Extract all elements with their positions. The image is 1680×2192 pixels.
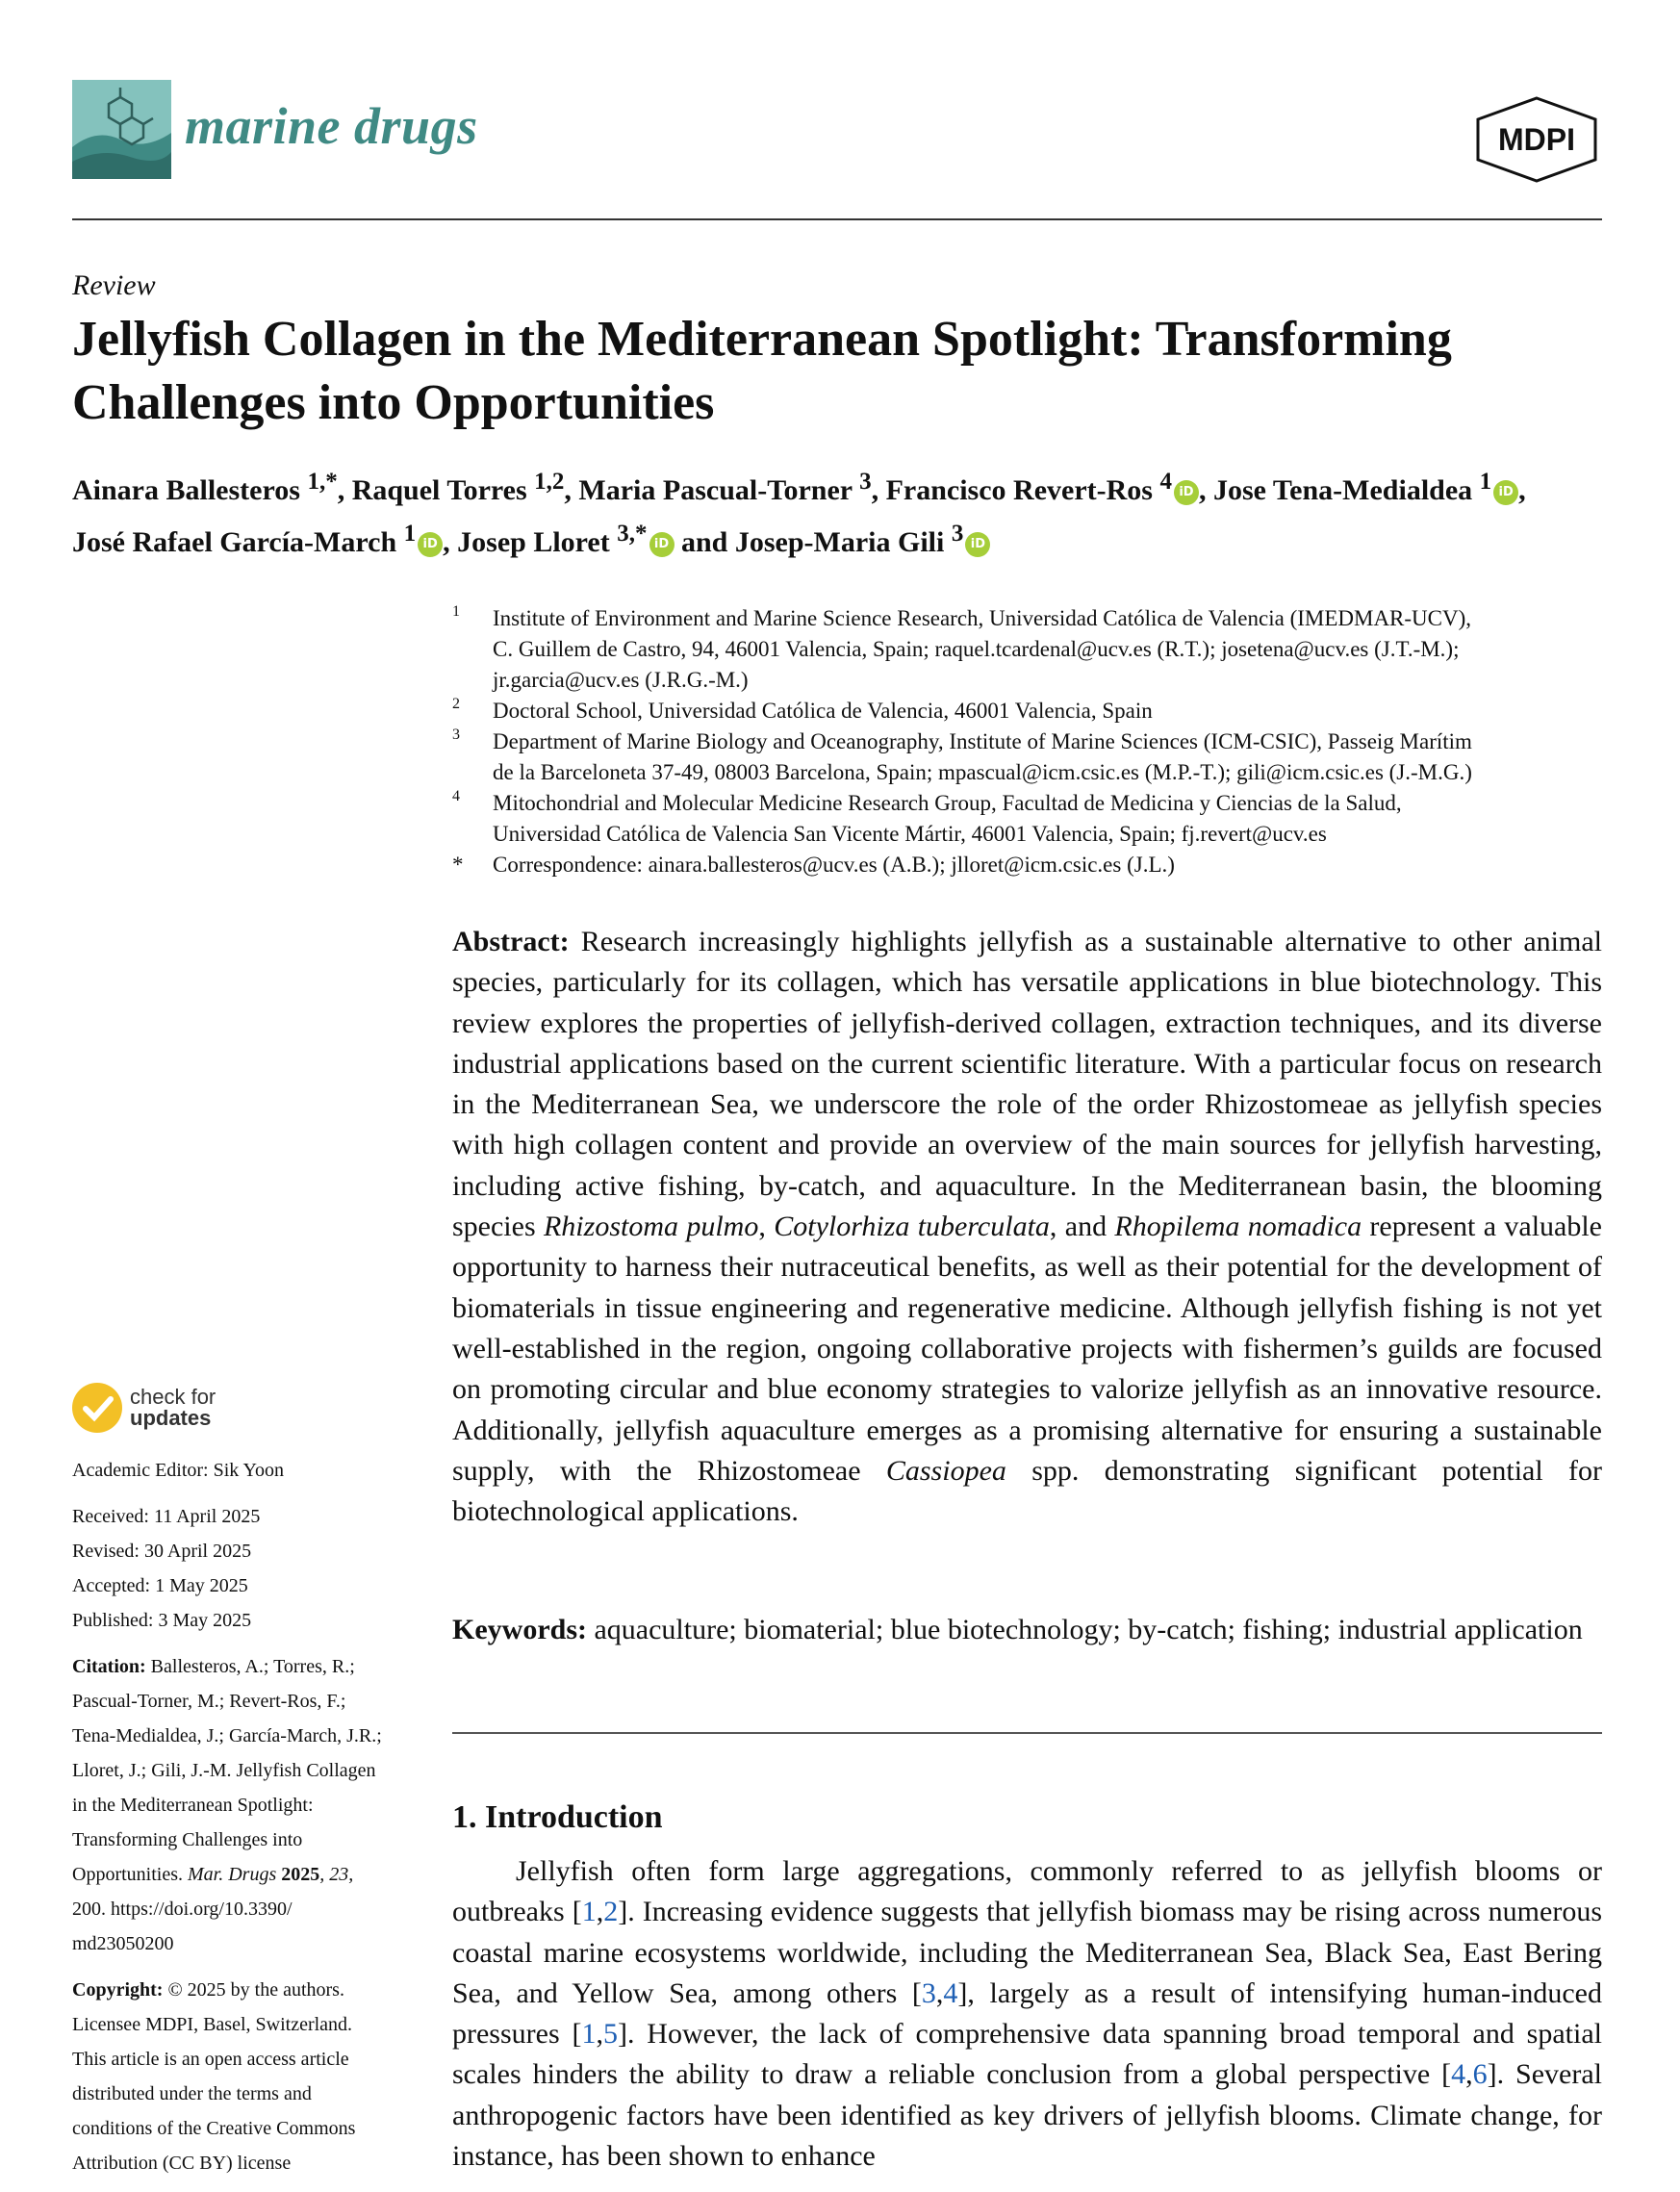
citation-doi-cont: md23050200 bbox=[72, 1933, 174, 1954]
author-affiliation: 1 bbox=[403, 521, 417, 547]
keywords-label: Keywords: bbox=[452, 1614, 587, 1645]
author-name: Jose Tena-Medialdea bbox=[1212, 474, 1473, 506]
abstract-text: , and bbox=[1049, 1211, 1115, 1243]
citation-link[interactable]: 5 bbox=[602, 2018, 618, 2051]
citation-link[interactable]: 4 bbox=[1451, 2058, 1466, 2091]
author-affiliation: 1,* bbox=[307, 469, 338, 495]
citation-journal: Mar. Drugs bbox=[188, 1864, 277, 1885]
intro-text: , bbox=[1465, 2058, 1473, 2091]
introduction-paragraph bbox=[452, 1851, 1602, 2177]
published-date: Published: 3 May 2025 bbox=[72, 1610, 252, 1631]
title-line: Challenges into Opportunities bbox=[72, 375, 715, 430]
copyright-line: Licensee MDPI, Basel, Switzerland. bbox=[72, 2014, 353, 2035]
copyright-line: conditions of the Creative Commons bbox=[72, 2118, 356, 2139]
keywords bbox=[452, 1610, 1602, 1650]
author-separator: , bbox=[1198, 474, 1213, 506]
author-name: Maria Pascual-Torner bbox=[578, 474, 853, 506]
orcid-icon[interactable]: iD bbox=[649, 532, 675, 557]
intro-text: ]. Increasing evidence suggests that jellyfish biomass may be rising across numerous coastal marine ecosystems worldwide, including the Mediterranean Sea, Black Sea, East Bering Sea, and Yellow Sea, among others [ bbox=[452, 1896, 1602, 2009]
intro-text: Jellyfish often form large aggregations, commonly referred to as jellyfish blooms or outbreaks [ bbox=[452, 1855, 1602, 1928]
author-affiliation: 1 bbox=[1479, 469, 1492, 495]
intro-text: ]. Several anthropogenic factors have been identified as key drivers of jellyfish blooms. Climate change, for instance, has been shown to enhance bbox=[452, 2058, 1602, 2173]
copyright-line: distributed under the terms and bbox=[72, 2083, 312, 2104]
article-info-sidebar bbox=[72, 1453, 419, 2192]
citation-link[interactable]: 2 bbox=[603, 1896, 619, 1928]
affiliation-item bbox=[452, 850, 1607, 880]
author-affiliation: 4 bbox=[1159, 469, 1172, 495]
citation-line: Lloret, J.; Gili, J.-M. Jellyfish Collagen bbox=[72, 1760, 376, 1781]
author-name: José Rafael García-March bbox=[72, 526, 397, 558]
abstract-body bbox=[452, 926, 1602, 1527]
affiliation-line: Department of Marine Biology and Oceanography, Institute of Marine Sciences (ICM-CSIC), Passeig Marítim bbox=[493, 729, 1472, 753]
author-separator: , bbox=[443, 526, 458, 558]
affiliations bbox=[452, 603, 1607, 880]
citation-line: Pascual-Torner, M.; Revert-Ros, F.; bbox=[72, 1691, 346, 1712]
species-name: Rhizostoma pulmo bbox=[543, 1211, 759, 1243]
copyright-line: This article is an open access article bbox=[72, 2049, 349, 2070]
author-separator: , bbox=[564, 474, 579, 506]
abstract bbox=[452, 922, 1602, 1532]
author-affiliation: 3 bbox=[859, 469, 872, 495]
intro-text: , bbox=[596, 1896, 604, 1928]
title-line: Jellyfish Collagen in the Mediterranean Spotlight: Transforming bbox=[72, 312, 1452, 367]
affiliation-line: Institute of Environment and Marine Science Research, Universidad Católica de Valencia (IMEDMAR-UCV), bbox=[493, 606, 1472, 630]
affiliation-number: 3 bbox=[452, 726, 460, 743]
check-for-updates-button[interactable] bbox=[72, 1383, 265, 1437]
section-divider bbox=[452, 1732, 1602, 1734]
affiliation-line: Mitochondrial and Molecular Medicine Research Group, Facultad de Medicina y Ciencias de la Salud, bbox=[493, 791, 1402, 815]
citation bbox=[72, 1649, 419, 1961]
author-affiliation: 3 bbox=[951, 521, 964, 547]
header-divider bbox=[72, 218, 1602, 220]
author-separator: and bbox=[674, 526, 735, 558]
author-affiliation: 1,2 bbox=[534, 469, 565, 495]
revised-date: Revised: 30 April 2025 bbox=[72, 1541, 252, 1562]
citation-volume: , 23, bbox=[319, 1864, 354, 1885]
author-name: Josep Lloret bbox=[457, 526, 610, 558]
author-name: Ainara Ballesteros bbox=[72, 474, 300, 506]
species-name: Cassiopea bbox=[885, 1454, 1006, 1487]
copyright-line: © 2025 by the authors. bbox=[163, 1979, 344, 2001]
affiliation-item bbox=[452, 726, 1607, 788]
affiliation-line: Correspondence: ainara.ballesteros@ucv.es (A.B.); jlloret@icm.csic.es (J.L.) bbox=[493, 853, 1175, 877]
citation-line: Tena-Medialdea, J.; García-March, J.R.; bbox=[72, 1725, 382, 1746]
affiliation-number: 4 bbox=[452, 788, 460, 804]
author-name: Josep-Maria Gili bbox=[734, 526, 945, 558]
check-updates-icon bbox=[72, 1383, 122, 1433]
dates bbox=[72, 1499, 419, 1638]
citation-link[interactable]: 1 bbox=[581, 2018, 597, 2051]
academic-editor: Academic Editor: Sik Yoon bbox=[72, 1460, 284, 1481]
affiliation-line: Universidad Católica de Valencia San Vicente Mártir, 46001 Valencia, Spain; fj.revert@ucv.es bbox=[493, 822, 1327, 846]
citation-text: Opportunities. bbox=[72, 1864, 188, 1885]
affiliation-number: 1 bbox=[452, 603, 460, 620]
intro-text: ], largely as a result of intensifying human-induced pressures [ bbox=[452, 1976, 1602, 2051]
article-type: Review bbox=[72, 269, 156, 301]
citation-link[interactable]: 6 bbox=[1472, 2058, 1488, 2091]
orcid-icon[interactable]: iD bbox=[1493, 480, 1518, 505]
publisher-logo bbox=[1472, 96, 1601, 183]
intro-text: ]. However, the lack of comprehensive data spanning broad temporal and spatial scales hinders the ability to draw a reliable conclusion from a global perspective [ bbox=[452, 2018, 1602, 2091]
mdpi-hexagon-icon bbox=[1472, 96, 1601, 183]
citation-line: in the Mediterranean Spotlight: bbox=[72, 1795, 314, 1816]
author-name: Francisco Revert-Ros bbox=[885, 474, 1153, 506]
publisher-name: MDPI bbox=[1498, 122, 1575, 157]
citation-year: 2025 bbox=[276, 1864, 320, 1885]
accepted-date: Accepted: 1 May 2025 bbox=[72, 1575, 248, 1596]
affiliation-item bbox=[452, 603, 1607, 696]
citation-line: Ballesteros, A.; Torres, R.; bbox=[145, 1656, 355, 1677]
orcid-icon[interactable]: iD bbox=[418, 532, 443, 557]
intro-text: , bbox=[596, 2018, 603, 2051]
affiliation-line: jr.garcia@ucv.es (J.R.G.-M.) bbox=[493, 668, 749, 692]
journal-name: marine drugs bbox=[185, 97, 478, 155]
intro-text: , bbox=[935, 1976, 944, 2009]
citation-label: Citation: bbox=[72, 1656, 146, 1677]
author-name: Raquel Torres bbox=[351, 474, 527, 506]
citation-link[interactable]: 1 bbox=[581, 1896, 597, 1928]
affiliation-line: C. Guillem de Castro, 94, 46001 Valencia, Spain; raquel.tcardenal@ucv.es (R.T.); josetena@ucv.es (J.T.-M.); bbox=[493, 637, 1460, 661]
citation-doi[interactable]: 200. https://doi.org/10.3390/ bbox=[72, 1899, 293, 1920]
author-separator: , bbox=[1518, 474, 1526, 506]
copyright-label: Copyright: bbox=[72, 1979, 164, 2001]
species-name: Rhopilema nomadica bbox=[1114, 1211, 1362, 1243]
abstract-text: Research increasingly highlights jellyfish as a sustainable alternative to other animal species, particularly for its collagen, which has versatile applications in blue biotechnology. This review explores the properties of jellyfish-derived collagen, extraction techniques, and its diverse industrial applications based on the current scientific literature. With a particular focus on research in the Mediterranean Sea, we underscore the role of the order Rhizostomeae as jellyfish species with high collagen content and provide an overview of the main sources for jellyfish harvesting, including active fishing, by-catch, and aquaculture. In the Mediterranean basin, the blooming species bbox=[452, 926, 1602, 1243]
copyright bbox=[72, 1973, 419, 2180]
affiliation-line: de la Barceloneta 37-49, 08003 Barcelona, Spain; mpascual@icm.csic.es (M.P.-T.); gili@icm.csic.es (J.-M.G.) bbox=[493, 760, 1472, 784]
abstract-label: Abstract: bbox=[452, 926, 570, 957]
abstract-text: , bbox=[758, 1211, 775, 1243]
affiliation-number: * bbox=[452, 853, 464, 877]
journal-logo bbox=[72, 80, 171, 179]
affiliation-line: Doctoral School, Universidad Católica de Valencia, 46001 Valencia, Spain bbox=[493, 699, 1153, 723]
author-list bbox=[72, 460, 1612, 564]
copyright-line: Attribution (CC BY) license bbox=[72, 2153, 292, 2174]
affiliation-item bbox=[452, 696, 1607, 726]
author-affiliation: 3,* bbox=[617, 521, 648, 547]
citation-link[interactable]: 4 bbox=[943, 1976, 958, 2009]
check-updates-line2: updates bbox=[130, 1406, 212, 1430]
affiliation-number: 2 bbox=[452, 696, 460, 712]
article-title bbox=[72, 308, 1612, 435]
received-date: Received: 11 April 2025 bbox=[72, 1506, 261, 1527]
author-separator: , bbox=[871, 474, 886, 506]
abstract-text: represent a valuable opportunity to harness their nutraceutical benefits, as well as their potential for the development of biomaterials in tissue engineering and regenerative medicine. Although jellyfish fishing is not yet well-established in the region, ongoing collaborative projects with fishermen’s guilds are focused on promoting circular and blue economy strategies to valorize jellyfish as an innovative resource. Additionally, jellyfish aquaculture emerges as a promising alternative for ensuring a sustainable supply, with the Rhizostomeae bbox=[452, 1211, 1602, 1487]
check-updates-line1: check for bbox=[130, 1385, 216, 1409]
species-name: Cotylorhiza tuberculata bbox=[774, 1211, 1050, 1243]
section-heading: 1. Introduction bbox=[452, 1799, 663, 1835]
abstract-text: spp. demonstrating significant potential for biotechnological applications. bbox=[452, 1454, 1602, 1528]
keywords-text: aquaculture; biomaterial; blue biotechnology; by-catch; fishing; industrial application bbox=[586, 1614, 1583, 1645]
citation-line: Transforming Challenges into bbox=[72, 1829, 303, 1850]
affiliation-item bbox=[452, 788, 1607, 850]
orcid-icon[interactable]: iD bbox=[965, 532, 990, 557]
orcid-icon[interactable]: iD bbox=[1174, 480, 1199, 505]
author-separator: , bbox=[337, 474, 352, 506]
citation-link[interactable]: 3 bbox=[921, 1976, 936, 2009]
